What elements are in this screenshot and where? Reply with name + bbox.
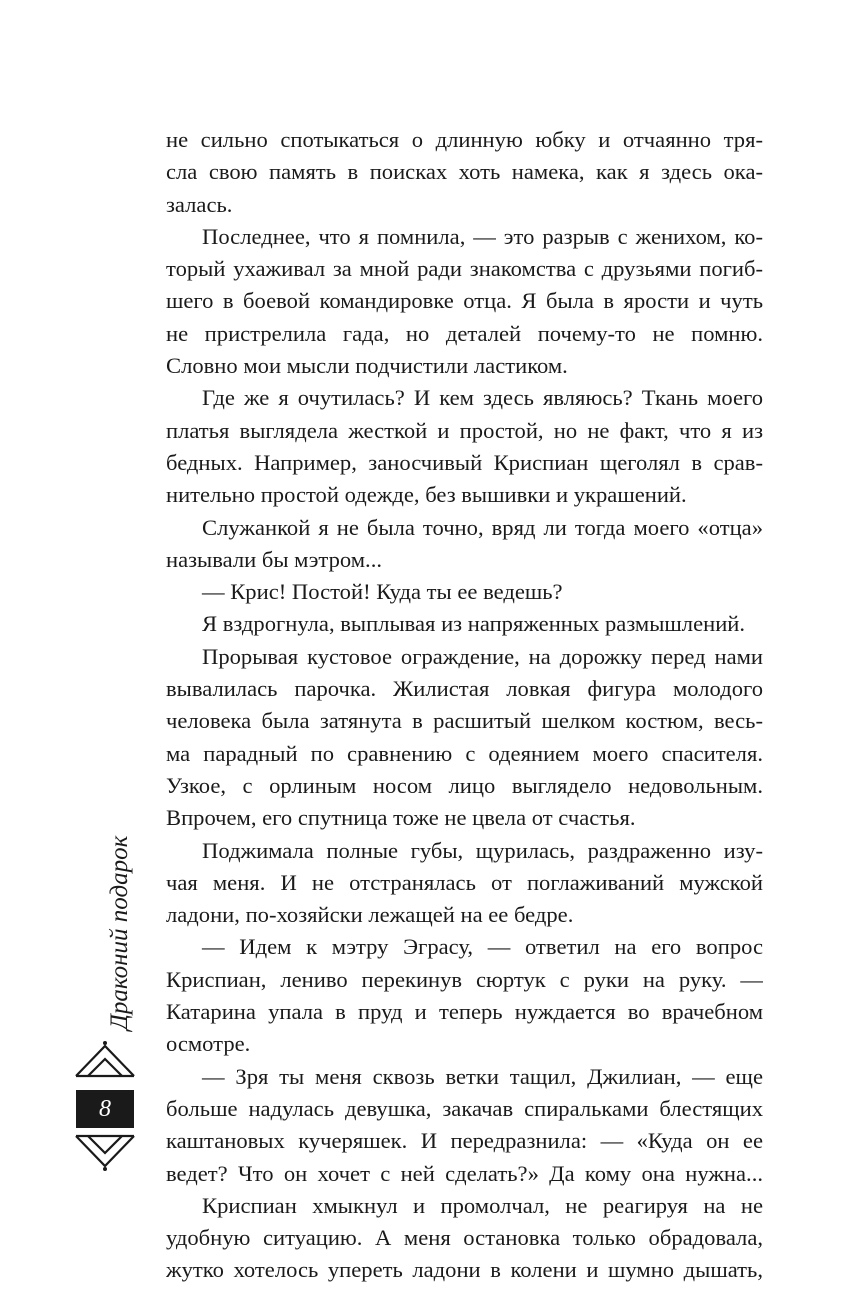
- text-line: Поджимала полные губы, щурилась, раздраженно изу-: [202, 837, 763, 863]
- text-line: Криспиан, лениво перекинув сюртук с руки на руку. —: [166, 966, 763, 992]
- text-line: Узкое, с орлиным носом лицо выглядело недовольным.: [166, 772, 763, 798]
- text-line: залась.: [166, 191, 233, 217]
- text-line: Словно мои мысли подчистили ластиком.: [166, 353, 568, 379]
- text-line: удобную ситуацию. А меня остановка только обрадовала,: [166, 1225, 763, 1251]
- text-line: — Зря ты меня сквозь ветки тащил, Джилиан, — еще: [202, 1063, 763, 1089]
- running-title: Драконий подарок: [106, 835, 133, 1030]
- text-line: не сильно спотыкаться о длинную юбку и отчаянно тря-: [166, 127, 763, 152]
- text-line: шего в боевой командировке отца. Я была в ярости и чуть: [166, 288, 763, 314]
- ornament-top-icon: [74, 1040, 136, 1080]
- text-line: Последнее, что я помнила, — это разрыв с женихом, ко-: [202, 223, 763, 249]
- text-line: не пристрелила гада, но деталей почему-то не помню.: [166, 320, 763, 346]
- text-line: Я вздрогнула, выплывая из напряженных размышлений.: [202, 611, 746, 637]
- text-line: Криспиан хмыкнул и промолчал, не реагируя на не: [202, 1192, 763, 1218]
- text-line: ма парадный по сравнению с одеянием моего спасителя.: [166, 740, 763, 766]
- text-line: Катарина упала в пруд и теперь нуждается во врачебном: [166, 999, 763, 1025]
- text-line: торый ухаживал за мной ради знакомства с друзьями погиб-: [166, 256, 763, 282]
- text-line: Служанкой я не была точно, вряд ли тогда моего «отца»: [202, 514, 763, 540]
- text-line: чая меня. И не отстранялась от поглаживаний мужской: [166, 869, 763, 895]
- text-line: называли бы мэтром...: [166, 546, 382, 572]
- text-line: осмотре.: [166, 1031, 251, 1057]
- text-line: каштановых кучеряшек. И передразнила: — «Куда он ее: [166, 1128, 763, 1154]
- text-line: Где же я очутилась? И кем здесь являюсь? Ткань моего: [202, 385, 763, 411]
- text-line: сла свою память в поисках хоть намека, как я здесь ока-: [166, 159, 763, 185]
- body-text: [166, 124, 763, 1287]
- text-line: человека была затянута в расшитый шелком костюм, весь-: [166, 708, 763, 734]
- text-line: платья выглядела жесткой и простой, но не факт, что я из: [166, 417, 763, 443]
- text-line: ладони, по-хозяйски лежащей на ее бедре.: [166, 902, 574, 928]
- text-line: бедных. Например, заносчивый Криспиан щеголял в срав-: [166, 449, 763, 475]
- page-number: 8: [76, 1090, 134, 1128]
- text-line: жутко хотелось упереть ладони в колени и шумно дышать,: [166, 1257, 763, 1283]
- text-line: — Идем к мэтру Эграсу, — ответил на его вопрос: [202, 934, 763, 960]
- text-line: вывалилась парочка. Жилистая ловкая фигура молодого: [166, 676, 763, 702]
- text-line: Впрочем, его спутница тоже не цвела от счастья.: [166, 805, 636, 831]
- text-line: ведет? Что он хочет с ней сделать?» Да кому она нужна...: [166, 1160, 763, 1186]
- text-line: — Крис! Постой! Куда ты ее ведешь?: [202, 579, 563, 605]
- text-line: больше надулась девушка, закачав спиральками блестящих: [166, 1095, 763, 1121]
- ornament-bottom-icon: [74, 1132, 136, 1172]
- text-line: нительно простой одежде, без вышивки и украшений.: [166, 482, 687, 508]
- text-line: Прорывая кустовое ограждение, на дорожку перед нами: [202, 643, 763, 669]
